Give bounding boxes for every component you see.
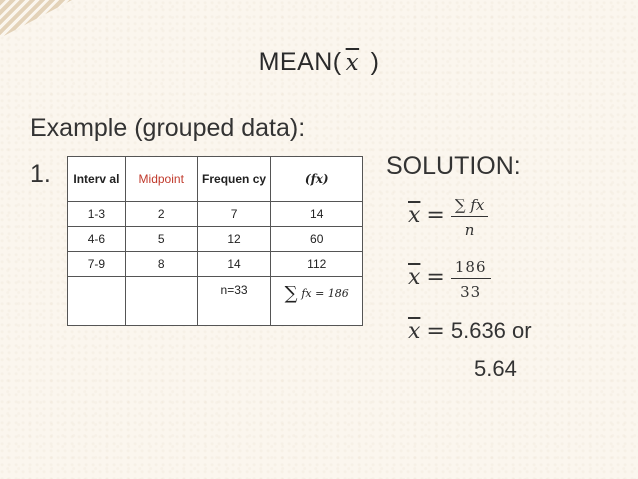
cell-fx: 60	[271, 227, 363, 252]
item-number: 1.	[30, 160, 51, 188]
title-close: )	[363, 48, 380, 76]
fraction-denominator: 33	[460, 283, 482, 301]
header-frequency: Frequen cy	[197, 157, 271, 202]
cell-frequency: 14	[197, 252, 271, 277]
result-line	[408, 318, 532, 344]
title-text: MEAN(	[258, 48, 342, 76]
result-rounded: 5.64	[474, 356, 517, 381]
cell-interval: 7-9	[68, 252, 126, 277]
table-header-row	[68, 157, 363, 202]
table-row	[68, 227, 363, 252]
table-row	[68, 202, 363, 227]
equals-sign: =	[426, 265, 445, 290]
footer-n: n=33	[197, 277, 271, 326]
cell-interval: 1-3	[68, 202, 126, 227]
cell-frequency: 7	[197, 202, 271, 227]
xbar-symbol: $\overline{x}$	[408, 265, 421, 290]
cell-interval: 4-6	[68, 227, 126, 252]
title-xbar-symbol: $\overline{x}$	[345, 50, 360, 76]
table-row	[68, 252, 363, 277]
corner-decoration	[0, 0, 72, 38]
footer-empty-cell	[68, 277, 126, 326]
fraction-numerator: 186	[451, 258, 491, 279]
header-interval: Interv al	[68, 157, 126, 202]
equals-sign: =	[426, 203, 445, 228]
xbar-symbol: $\overline{x}$	[408, 203, 421, 228]
slide-title	[0, 48, 638, 77]
cell-midpoint: 2	[125, 202, 197, 227]
formula-line	[408, 196, 488, 239]
intro-text: Example (grouped data):	[30, 114, 306, 142]
substitution-line	[408, 258, 491, 301]
cell-fx: 14	[271, 202, 363, 227]
table-footer-row	[68, 277, 363, 326]
header-midpoint: Midpoint	[125, 157, 197, 202]
equals-sign: =	[426, 319, 445, 344]
sum-expression: fx = 186	[301, 287, 349, 300]
sum-symbol: ∑	[284, 283, 298, 304]
header-fx: (fx)	[271, 157, 363, 202]
footer-sum	[271, 277, 363, 326]
cell-frequency: 12	[197, 227, 271, 252]
fraction-numerator: ∑ fx	[451, 196, 489, 217]
cell-fx: 112	[271, 252, 363, 277]
footer-empty-cell	[125, 277, 197, 326]
substitution-fraction	[451, 258, 491, 301]
xbar-symbol: $\overline{x}$	[408, 319, 421, 344]
fraction-denominator: n	[464, 221, 475, 239]
formula-fraction	[451, 196, 489, 239]
cell-midpoint: 8	[125, 252, 197, 277]
cell-midpoint: 5	[125, 227, 197, 252]
solution-heading: SOLUTION:	[386, 152, 521, 180]
frequency-table	[67, 156, 363, 326]
result-value: 5.636 or	[450, 318, 532, 343]
